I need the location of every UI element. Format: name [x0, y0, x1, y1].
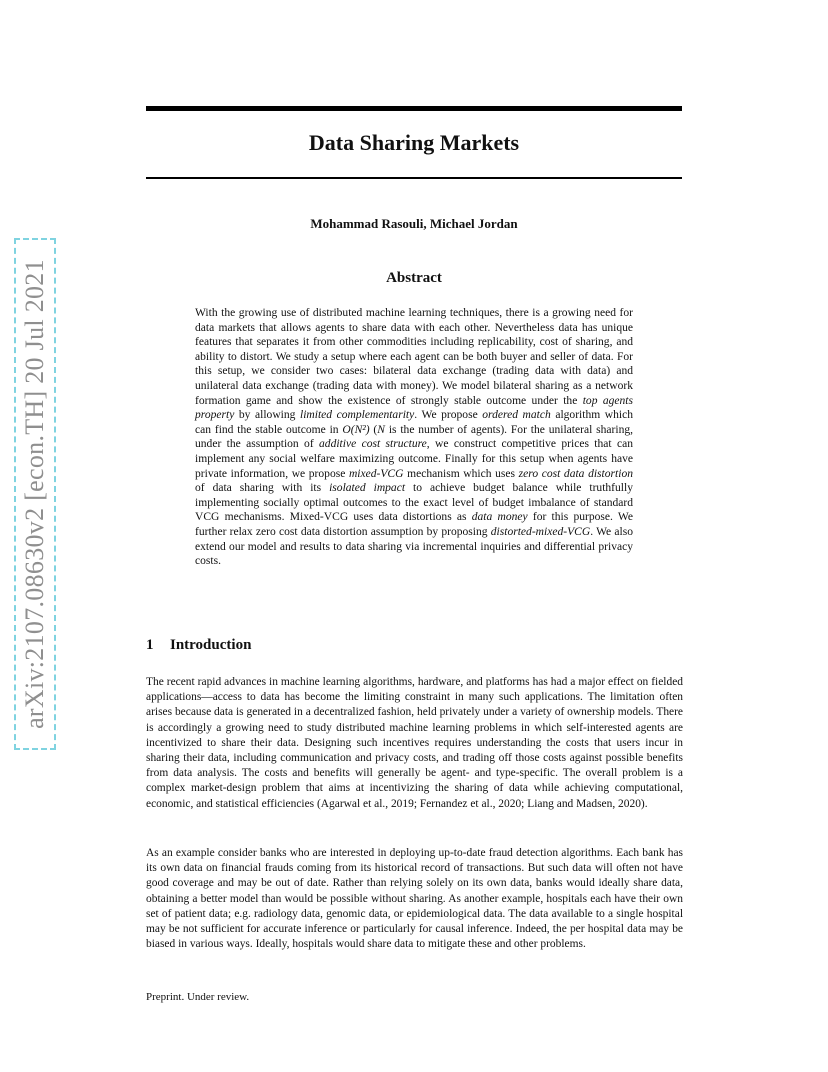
abstract-text: , we construct competitive prices that can implement any social welfare maximizing outcome. Finally for this setup when agents have private information, we propose — [195, 438, 633, 480]
abstract-emphasis: isolated impact — [329, 482, 406, 495]
abstract-emphasis: distorted-mixed-VCG — [490, 525, 591, 538]
abstract-emphasis: additive cost structure — [319, 438, 427, 451]
abstract-math: O(N²) — [342, 423, 370, 436]
abstract-text: . We also extend our model and results to data sharing via incremental inquiries and differential privacy costs. — [195, 525, 633, 568]
abstract-text: to achieve budget balance while truthfully implementing socially optimal outcomes to the exact level of budget imbalance of standard VCG mechanisms. Mixed-VCG uses data distortions as — [195, 482, 633, 524]
paper-title: Data Sharing Markets — [308, 130, 520, 155]
abstract-text: for this purpose. We further relax zero cost data distortion assumption by proposing — [195, 511, 633, 538]
abstract-text: mechanism which uses — [403, 467, 519, 480]
title-rule — [146, 177, 682, 179]
abstract-emphasis: ordered match — [482, 409, 551, 422]
top-rule — [146, 106, 682, 111]
arxiv-stamp — [14, 238, 56, 750]
arxiv-id-text: arXiv:2107.08630v2 [econ.TH] 20 Jul 2021 — [20, 259, 49, 729]
section-heading — [146, 637, 682, 654]
authors: Mohammad Rasouli, Michael Jordan — [310, 216, 518, 231]
abstract-emphasis: top agents property — [195, 394, 633, 422]
abstract-body — [195, 306, 633, 569]
intro-paragraph-2: As an example consider banks who are interested in deploying up-to-date fraud detection algorithms. Each bank has its own data on financial frauds coming from its historical record of transactions. But such data will often not have good coverage and may be out of date. Rather than relying solely on its own data, banks would ideally share data, obtaining a better model than would be possible without sharing. As another example, hospitals each have their own set of patient data; e.g. radiology data, genomic data, or epidemiological data. The data available to a single hospital may be not sufficient for accurate inference or particularly for causal inference. Indeed, the per hospital data may be biased in various ways. Ideally, hospitals would share data to mitigate these and other problems. — [146, 847, 683, 951]
abstract-heading: Abstract — [386, 270, 442, 286]
abstract-text: algorithm which can find the stable outcome in — [195, 409, 633, 436]
abstract-emphasis: zero cost data distortion — [518, 467, 633, 480]
abstract-text: . We propose — [414, 409, 483, 422]
abstract-text: by allowing — [234, 409, 300, 422]
abstract-text: With the growing use of distributed machine learning techniques, there is a growing need for data markets that allows agents to share data with each other. Nevertheless data has unique features that separates it from other commodities including replicability, cost of sharing, and ability to distort. We study a setup where each agent can be both buyer and seller of data. For this setup, we consider two cases: bilateral data exchange (trading data with data) and unilateral data exchange (trading data with money). We model bilateral sharing as a network formation game and show the existence of strongly stable outcome under the — [195, 307, 633, 407]
abstract-emphasis: mixed-VCG — [348, 467, 404, 480]
intro-paragraph-1: The recent rapid advances in machine learning algorithms, hardware, and platforms has had a major effect on fielded applications—access to data has become the limiting constraint in many such applications. The limitation often arises because data is generated in a decentralized fashion, held privately under a variety of ownership models. There is accordingly a growing need to study distributed machine learning problems in which self-interested agents are incentivized to share their data. Designing such incentives requires understanding the costs that users incur in sharing their data, including communication and privacy costs, and trading off those costs against possible benefits from data analysis. The costs and benefits will generally be agent- and type-specific. The overall problem is a complex market-design problem that aims at incentivizing the sharing of data while achieving computational, economic, and statistical efficiencies (Agarwal et al., 2019; Fernandez et al., 2020; Liang and Madsen, 2020). — [146, 676, 683, 810]
abstract-emphasis: data money — [471, 511, 528, 524]
section-title: Introduction — [170, 637, 252, 653]
abstract-math: N — [377, 423, 385, 436]
abstract-emphasis: limited complementarity — [300, 409, 415, 422]
abstract-text: ( — [369, 423, 378, 436]
abstract-text: of data sharing with its — [195, 482, 330, 495]
section-number: 1 — [146, 637, 154, 653]
footer-note: Preprint. Under review. — [146, 991, 250, 1003]
abstract-text: is the number of agents). For the unilateral sharing, under the assumption of — [195, 423, 634, 451]
